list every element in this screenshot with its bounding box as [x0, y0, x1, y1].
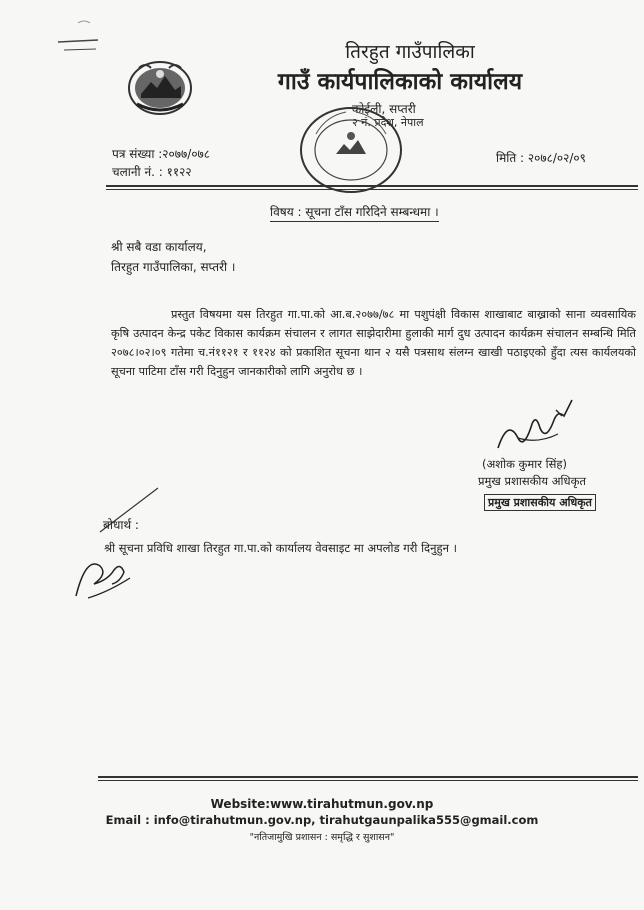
- address-line-2: २ नं. प्रदेश, नेपाल: [352, 116, 424, 129]
- letter-body: प्रस्तुत विषयमा यस तिरहुत गा.पा.को आ.ब.२०७७/७८ मा पशुपंक्षी विकास शाखाबाट बाख्राको साना व्यवसायिक कृषि उत्पादन केन्द्र पकेट विकास कार्यक्रम संचालन र लागत साझेदारीमा हुलाकी मार्ग दुध उत्पादन कार्यक्रम संचालन सम्बन्धि मिति २०७८।०२।०९ गतेमा च.नं११२१ र ११२४ को प्रकाशित सूचना थान २ यसै पत्रसाथ संलग्न खाखी पठाइएको हुँदा त्यस कार्यलयको सूचना पाटिमा टाँस गरी दिनुहुन जानकारीको लागि अनुरोध छ ।: [111, 308, 636, 378]
- recipient-line-1: श्री सबै वडा कार्यालय,: [111, 240, 207, 254]
- cc-label: बोधार्थ :: [103, 518, 139, 532]
- margin-scribble: [50, 15, 110, 55]
- office-name: गाउँ कार्यपालिकाको कार्यालय: [277, 69, 523, 95]
- footer-email: Email : info@tirahutmun.gov.np, tirahutgaunpalika555@gmail.com: [105, 813, 539, 827]
- initials-icon: [70, 548, 140, 604]
- official-seal-icon: [296, 104, 406, 196]
- footer-divider: [98, 776, 638, 778]
- municipality-name: तिरहुत गाउँपालिका: [345, 41, 475, 63]
- letter-number: पत्र संख्या :२०७७/०७८: [112, 147, 211, 161]
- nepal-emblem-icon: [127, 60, 193, 116]
- header-divider: [106, 185, 638, 187]
- address-line-1: कोईली, सप्तरी: [352, 102, 416, 116]
- dispatch-number: चलानी नं. : ११२२: [112, 165, 192, 179]
- footer-website: Website:www.tirahutmun.gov.np: [210, 797, 434, 811]
- footer-motto: "नतिजामुखि प्रशासन : समृद्धि र सुशासन": [249, 832, 395, 843]
- recipient-line-2: तिरहुत गाउँपालिका, सप्तरी ।: [111, 260, 236, 274]
- header-divider-thin: [106, 189, 638, 190]
- cc-text: श्री सूचना प्रविधि शाखा तिरहुत गा.पा.को कार्यालय वेवसाइट मा अपलोड गरी दिनुहुन ।: [104, 541, 458, 555]
- signature-icon: [488, 398, 588, 460]
- signatory-name: (अशोक कुमार सिंह): [482, 457, 567, 471]
- signatory-title: प्रमुख प्रशासकीय अधिकृत: [478, 474, 586, 488]
- subject-line: विषय : सूचना टाँस गरिदिने सम्बन्धमा ।: [270, 203, 439, 222]
- designation-stamp: प्रमुख प्रशासकीय अधिकृत: [484, 494, 596, 511]
- footer-divider-thin: [98, 780, 638, 781]
- letter-date: मिति : २०७८/०२/०९: [496, 151, 586, 165]
